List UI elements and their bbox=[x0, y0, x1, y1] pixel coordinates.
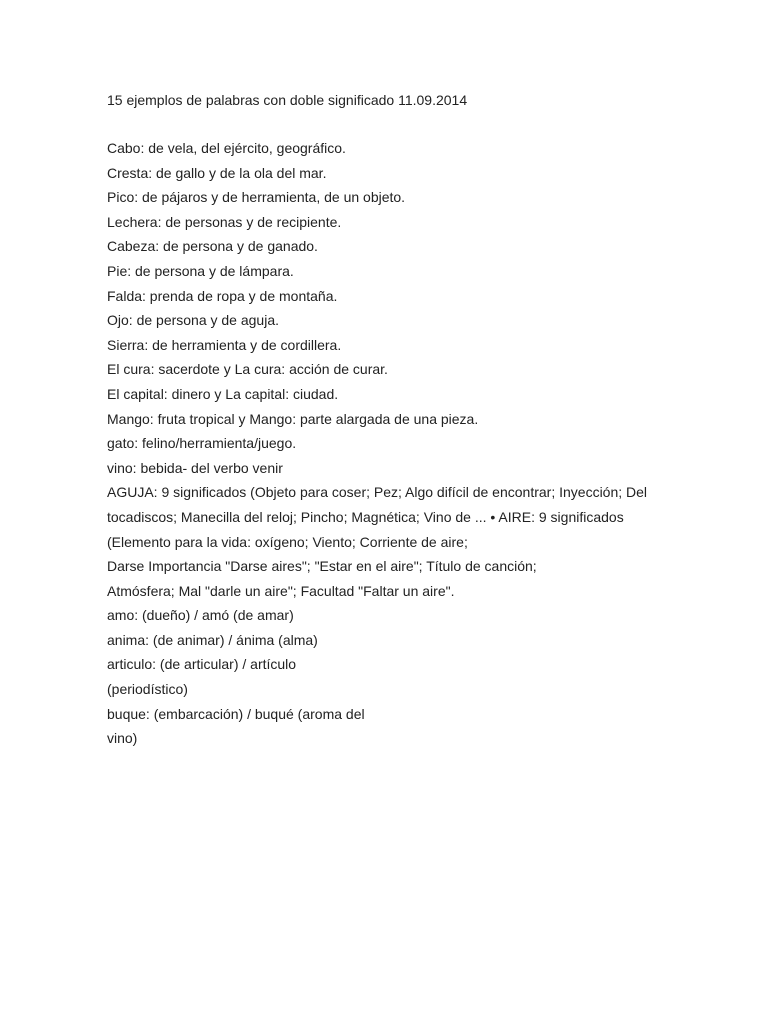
text-line: Cabo: de vela, del ejército, geográfico. bbox=[107, 140, 346, 156]
text-line: Cabeza: de persona y de ganado. bbox=[107, 238, 318, 255]
text-line: Mango: fruta tropical y Mango: parte alargada de una pieza. bbox=[107, 410, 479, 427]
text-line: Ojo: de persona y de aguja. bbox=[107, 312, 280, 329]
text-line: Pico: de pájaros y de herramienta, de un objeto. bbox=[107, 189, 406, 206]
text-line: Sierra: de herramienta y de cordillera. bbox=[107, 336, 342, 353]
document-body bbox=[107, 138, 667, 753]
text-line: El cura: sacerdote y La cura: acción de curar. bbox=[107, 361, 388, 378]
text-line: vino) bbox=[107, 730, 138, 747]
document-title: 15 ejemplos de palabras con doble significado 11.09.2014 bbox=[107, 92, 468, 108]
text-line: tocadiscos; Manecilla del reloj; Pincho; Magnética; Vino de ... • AIRE: 9 significados bbox=[107, 508, 624, 525]
text-line: Cresta: de gallo y de la ola del mar. bbox=[107, 164, 327, 181]
text-line: El capital: dinero y La capital: ciudad. bbox=[107, 385, 339, 402]
text-line: Lechera: de personas y de recipiente. bbox=[107, 213, 342, 230]
text-line: (Elemento para la vida: oxígeno; Viento; Corriente de aire; bbox=[107, 533, 468, 550]
text-line: anima: (de animar) / ánima (alma) bbox=[107, 631, 318, 648]
text-line: gato: felino/herramienta/juego. bbox=[107, 435, 297, 452]
text-line: buque: (embarcación) / buqué (aroma del bbox=[107, 705, 365, 722]
text-line: Pie: de persona y de lámpara. bbox=[107, 262, 294, 279]
text-line: Atmósfera; Mal "darle un aire"; Facultad "Faltar un aire". bbox=[107, 582, 455, 599]
text-line: articulo: (de articular) / artículo bbox=[107, 656, 297, 673]
text-line: vino: bebida- del verbo venir bbox=[107, 459, 283, 476]
text-line: AGUJA: 9 significados (Objeto para coser; Pez; Algo difícil de encontrar; Inyección; Del bbox=[107, 484, 648, 501]
text-line: amo: (dueño) / amó (de amar) bbox=[107, 607, 294, 624]
text-line: (periodístico) bbox=[107, 681, 188, 698]
text-line: Darse Importancia "Darse aires"; "Estar en el aire"; Título de canción; bbox=[107, 558, 537, 575]
text-line: Falda: prenda de ropa y de montaña. bbox=[107, 287, 338, 304]
